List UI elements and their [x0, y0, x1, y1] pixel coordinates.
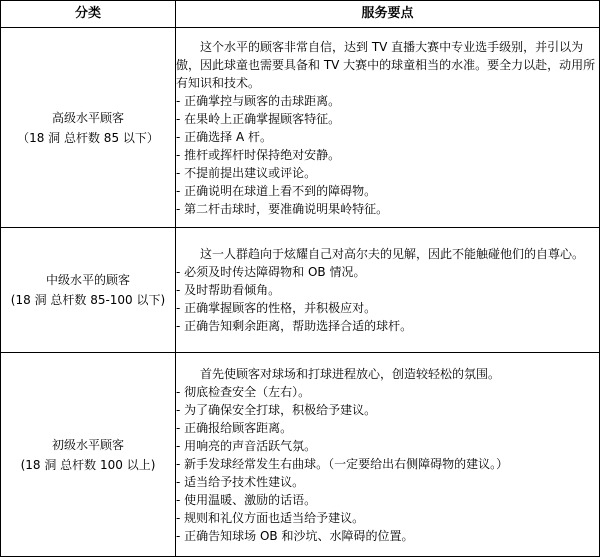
bullet-item: - 不提前提出建议或评论。: [176, 165, 317, 180]
bullet-item: - 必须及时传达障碍物和 OB 情况。: [176, 265, 366, 279]
category-name: 高级水平顾客: [51, 110, 124, 125]
bullet-item: - 在果岭上正确掌握顾客特征。: [176, 111, 341, 126]
bullet-item: - 推杆或挥杆时保持绝对安静。: [176, 147, 341, 162]
bullet-item: - 彻底检查安全（左右）。: [176, 384, 311, 399]
category-score-range: (18 洞 总杆数 100 以上): [20, 457, 156, 472]
bullet-item: - 正确选择 A 杆。: [176, 129, 272, 144]
table-header-row: [1, 1, 600, 28]
bullet-item: - 第二杆击球时，要准确说明果岭特征。: [176, 201, 389, 216]
header-category: 分类: [1, 1, 176, 28]
intro-text: 这个水平的顾客非常自信，达到 TV 直播大赛中专业选手级别，并引以为傲，因此球童也需要具备和 TV 大赛中的球童相当的水准。要全力以赴，动用所有知识和技术。: [176, 39, 596, 90]
bullet-item: - 正确掌控与顾客的击球距离。: [176, 93, 341, 108]
bullet-item: - 为了确保安全打球，积极给予建议。: [176, 402, 377, 417]
bullet-item: - 规则和礼仪方面也适当给予建议。: [176, 510, 365, 525]
bullet-item: - 使用温暖、激励的话语。: [176, 492, 317, 507]
intro-text: 首先使顾客对球场和打球进程放心，创造较轻松的氛围。: [200, 366, 501, 381]
bullet-item: - 正确掌握顾客的性格，并积极应对。: [176, 301, 377, 315]
bullet-item: - 用响亮的声音活跃气氛。: [176, 438, 317, 453]
category-cell: [1, 228, 176, 353]
intro-text: 这一人群趋向于炫耀自己对高尔夫的见解，因此不能触碰他们的自尊心。: [200, 247, 585, 261]
category-name: 初级水平顾客: [51, 437, 124, 452]
service-points-cell: [176, 353, 600, 557]
bullet-item: - 适当给予技术性建议。: [176, 474, 305, 489]
table-row-beginner: [1, 353, 600, 557]
bullet-item: - 正确告知球场 OB 和沙坑、水障碍的位置。: [176, 528, 414, 543]
header-service-points: 服务要点: [176, 1, 600, 28]
bullet-item: - 正确告知剩余距离，帮助选择合适的球杆。: [176, 319, 413, 333]
category-name: 中级水平的顾客: [45, 273, 130, 287]
service-points-cell: [176, 28, 600, 228]
table-row-advanced: [1, 28, 600, 228]
category-cell: [1, 353, 176, 557]
bullet-item: - 新手发球经常发生右曲球。（一定要给出右侧障碍物的建议。）: [176, 456, 509, 471]
service-points-cell: [176, 228, 600, 353]
bullet-item: - 及时帮助看倾角。: [176, 283, 281, 297]
bullet-item: - 正确说明在球道上看不到的障碍物。: [176, 183, 377, 198]
category-score-range: (18 洞 总杆数 85-100 以下): [10, 293, 166, 307]
category-cell: [1, 28, 176, 228]
bullet-item: - 正确报给顾客距离。: [176, 420, 293, 435]
table-row-intermediate: [1, 228, 600, 353]
category-score-range: （18 洞 总杆数 85 以下）: [17, 130, 159, 145]
